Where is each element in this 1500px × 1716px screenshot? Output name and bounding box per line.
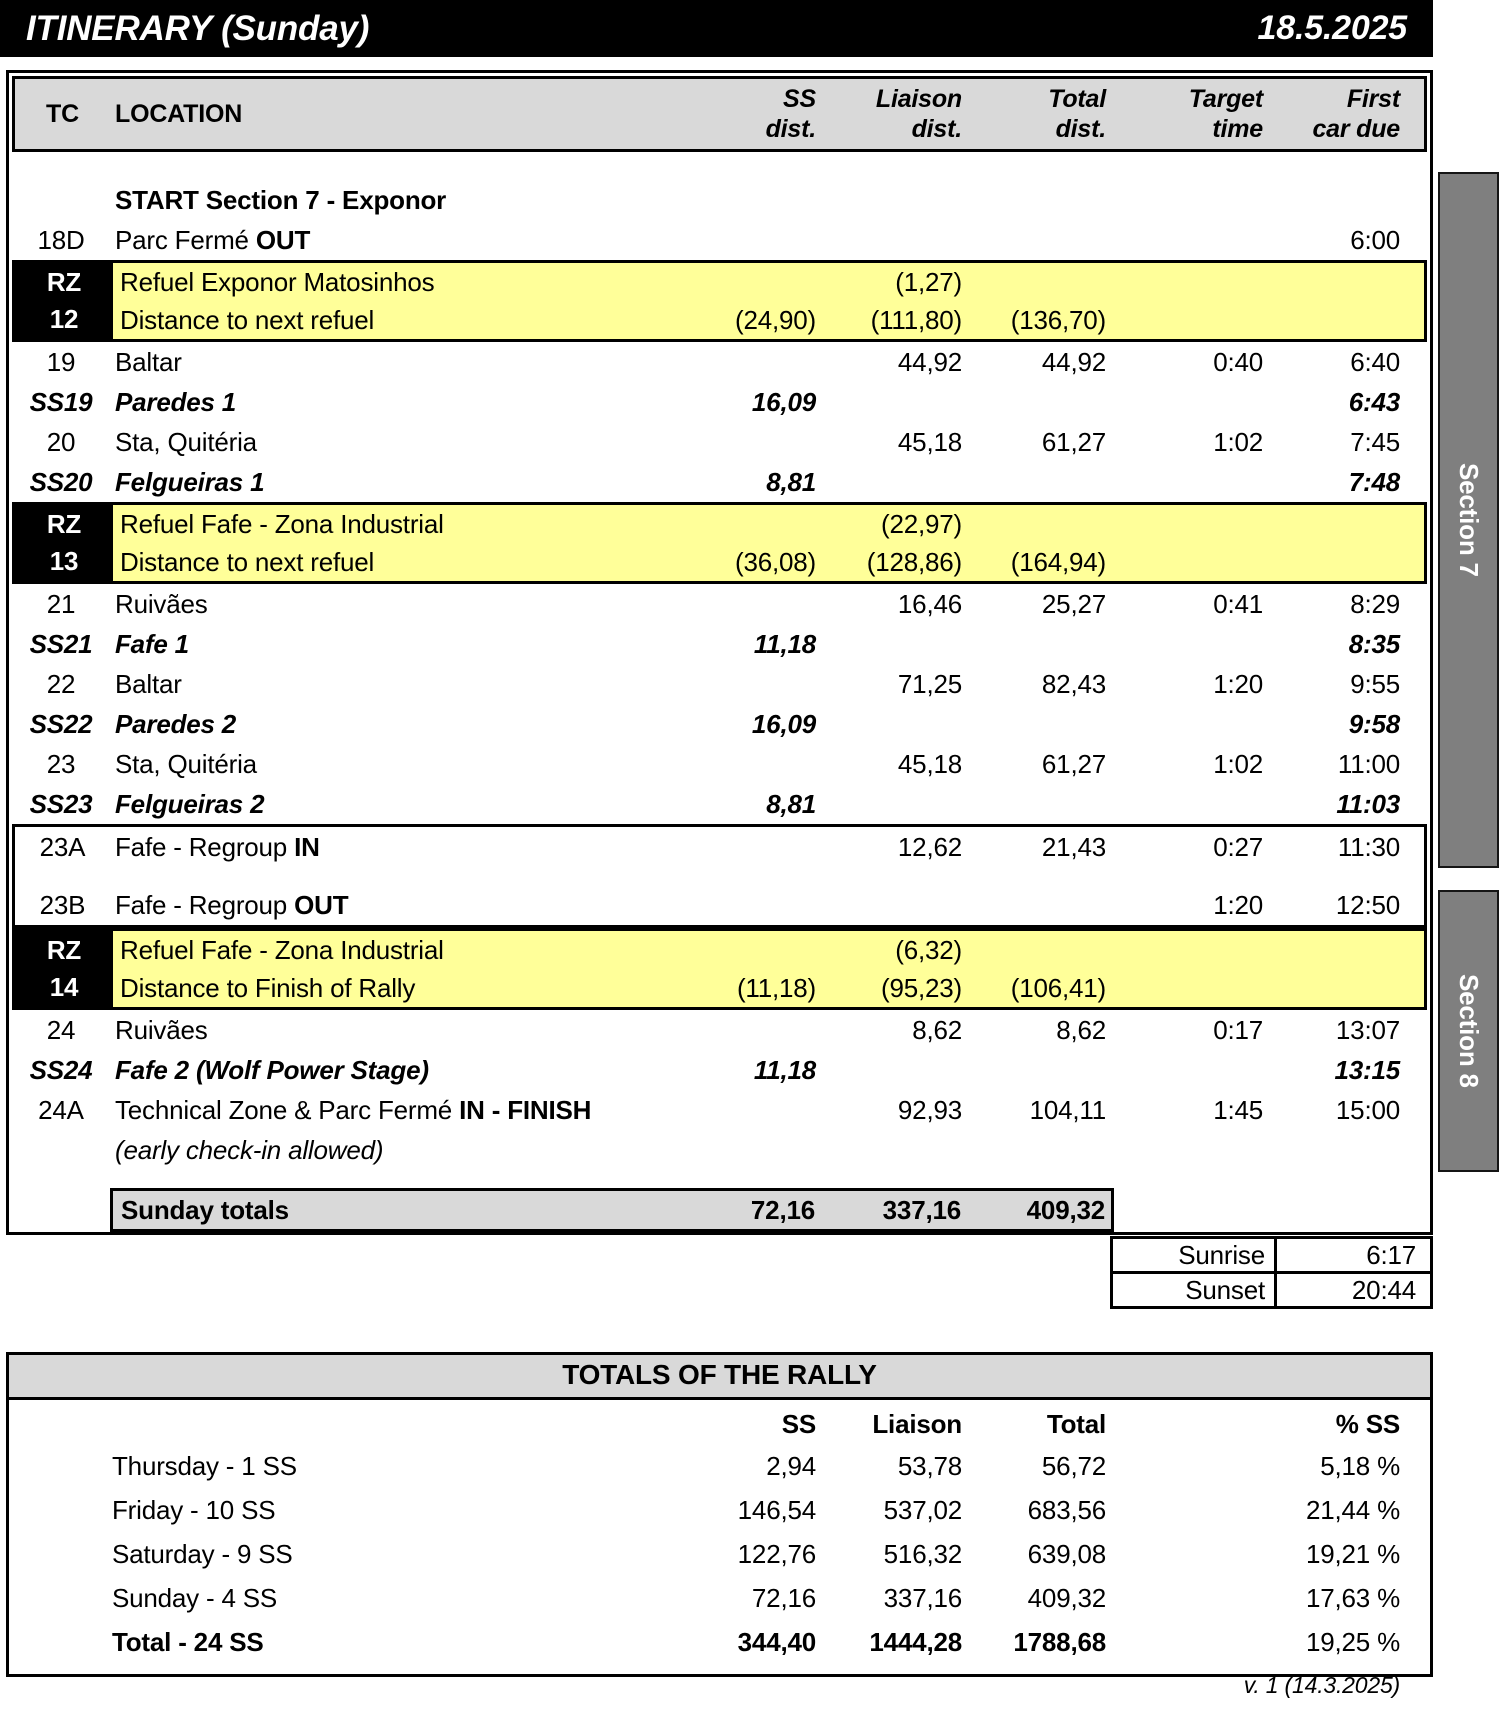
tc-row-20-liaison-dist: 45,18 xyxy=(897,426,962,457)
note-row-location xyxy=(110,1135,676,1166)
stage-row-ss21-first-car-due: 8:35 xyxy=(1348,628,1400,659)
rally-totals-row-ss: 122,76 xyxy=(737,1538,816,1569)
stage-row-ss20-location-text: Felgueiras 1 xyxy=(115,466,265,497)
stage-row-ss22-ss-dist: 16,09 xyxy=(751,708,816,739)
refuel-12-line2-total-dist: (136,70) xyxy=(1010,304,1106,335)
refuel-lines-14 xyxy=(113,931,1424,1007)
col-header-tc: TC xyxy=(46,99,79,128)
rally-totals-row-1 xyxy=(9,1488,1430,1532)
tc-row-23b-location-text: Fafe - Regroup xyxy=(115,889,288,920)
stage-row-ss20-ss-dist: 8,81 xyxy=(766,466,816,497)
rally-totals-row-label: Friday - 10 SS xyxy=(112,1494,276,1525)
stage-row-ss23-location xyxy=(110,789,676,820)
col-header-total-dist xyxy=(962,84,1106,144)
refuel-tc-cell-14 xyxy=(15,931,113,1007)
tc-row-23b xyxy=(15,885,1424,925)
tc-row-24a xyxy=(12,1090,1427,1130)
tc-row-23-location xyxy=(110,749,676,780)
tc-row-22 xyxy=(12,664,1427,704)
rally-totals-row-label: Sunday - 4 SS xyxy=(112,1582,278,1613)
refuel-12-line2-ss-dist: (24,90) xyxy=(735,304,816,335)
tc-row-21-total-dist: 25,27 xyxy=(1041,588,1106,619)
rally-totals-row-ss: 72,16 xyxy=(751,1582,816,1613)
pre-totals-gap xyxy=(9,1170,1430,1188)
refuel-14-line2-ss-dist: (11,18) xyxy=(736,972,816,1003)
tc-row-23b-location-bold-text: OUT xyxy=(294,889,349,920)
tc-row-24-location xyxy=(110,1015,676,1046)
col-header-liaison-line2: dist. xyxy=(911,115,962,143)
sunday-totals-liaison: 337,16 xyxy=(882,1194,961,1225)
section-7-label: Section 7 xyxy=(1454,463,1484,577)
tc-row-18d-tc: 18D xyxy=(37,224,85,255)
tc-row-21-liaison-dist: 16,46 xyxy=(897,588,962,619)
stage-row-ss23 xyxy=(12,784,1427,824)
tc-row-22-location xyxy=(110,669,676,700)
tc-row-19-first-car-due: 6:40 xyxy=(1350,346,1400,377)
tc-row-21-tc: 21 xyxy=(46,588,76,619)
col-header-total-line2: dist. xyxy=(1055,115,1106,143)
refuel-number: 12 xyxy=(49,304,79,334)
sunset-label: Sunset xyxy=(1113,1274,1277,1306)
stage-row-ss23-first-car-due: 11:03 xyxy=(1336,788,1400,819)
tc-row-22-first-car-due: 9:55 xyxy=(1350,668,1400,699)
tc-row-24a-liaison-dist: 92,93 xyxy=(897,1094,962,1125)
tc-row-20-target-time: 1:02 xyxy=(1213,426,1263,457)
tc-row-23a-first-car-due: 11:30 xyxy=(1337,831,1400,862)
tc-row-23a-liaison-dist: 12,62 xyxy=(897,831,962,862)
tc-row-24-liaison-dist: 8,62 xyxy=(912,1014,962,1045)
rally-totals-title: TOTALS OF THE RALLY xyxy=(9,1355,1430,1400)
header-gap xyxy=(9,152,1430,180)
regroup-box xyxy=(12,824,1427,928)
refuel-13-line2 xyxy=(113,543,1424,581)
tc-row-23a-target-time: 0:27 xyxy=(1213,831,1263,862)
page-title: ITINERARY (Sunday) xyxy=(26,8,370,48)
stage-row-ss20-tc: SS20 xyxy=(29,466,93,497)
rally-totals-row-liaison: 1444,28 xyxy=(869,1626,962,1657)
tc-row-23-liaison-dist: 45,18 xyxy=(897,748,962,779)
tc-row-23-total-dist: 61,27 xyxy=(1041,748,1106,779)
refuel-14-line2-total-dist: (106,41) xyxy=(1010,972,1106,1003)
tc-row-23a-location-bold-text: IN xyxy=(294,831,320,862)
tc-row-21-target-time: 0:41 xyxy=(1213,588,1263,619)
rally-totals-header-liaison: Liaison xyxy=(872,1408,962,1439)
rally-totals-row-total: 409,32 xyxy=(1027,1582,1106,1613)
tc-row-23b-first-car-due: 12:50 xyxy=(1335,889,1400,920)
refuel-block-14 xyxy=(12,928,1427,1010)
col-header-liaison-line1: Liaison xyxy=(875,85,962,113)
refuel-13-line1-label: Refuel Fafe - Zona Industrial xyxy=(120,508,444,539)
note-row xyxy=(12,1130,1427,1170)
stage-row-ss20-location xyxy=(110,467,676,498)
tc-row-19-location xyxy=(110,347,676,378)
stage-row-ss19-location-text: Paredes 1 xyxy=(115,386,237,417)
refuel-13-line1 xyxy=(113,505,1424,543)
refuel-14-line1-label: Refuel Fafe - Zona Industrial xyxy=(120,934,444,965)
itinerary-table xyxy=(6,70,1433,1235)
rally-totals-row-liaison: 537,02 xyxy=(883,1494,962,1525)
refuel-tc-cell-13 xyxy=(15,505,113,581)
rally-totals-row-label: Total - 24 SS xyxy=(112,1626,264,1657)
rally-totals-row-ss: 146,54 xyxy=(737,1494,816,1525)
refuel-rz-label: RZ xyxy=(46,509,82,539)
sunday-totals-total: 409,32 xyxy=(1026,1194,1105,1225)
title-bar xyxy=(0,0,1433,57)
note-row-location-text: (early check-in allowed) xyxy=(115,1134,384,1165)
rally-totals-header-pct: % SS xyxy=(1335,1408,1400,1439)
tc-row-24a-location-text: Technical Zone & Parc Fermé xyxy=(115,1094,453,1125)
tc-row-23b-tc: 23B xyxy=(39,889,86,920)
stage-row-ss23-ss-dist: 8,81 xyxy=(766,788,816,819)
col-header-first-car-due xyxy=(1263,84,1400,144)
tc-row-20-location xyxy=(110,427,676,458)
tc-row-19-total-dist: 44,92 xyxy=(1041,346,1106,377)
tc-row-24-total-dist: 8,62 xyxy=(1056,1014,1106,1045)
tc-row-23 xyxy=(12,744,1427,784)
rally-totals-row-2 xyxy=(9,1532,1430,1576)
tc-row-24a-tc: 24A xyxy=(38,1094,84,1125)
tc-row-23-tc: 23 xyxy=(46,748,76,779)
tc-row-21-first-car-due: 8:29 xyxy=(1350,588,1400,619)
section-start-row-location-text: START Section 7 - Exponor xyxy=(115,184,447,215)
tc-row-24-tc: 24 xyxy=(46,1014,76,1045)
refuel-13-line2-label: Distance to next refuel xyxy=(120,546,375,577)
refuel-block-12 xyxy=(12,260,1427,342)
rally-totals-row-ss: 2,94 xyxy=(766,1450,816,1481)
tc-row-23a xyxy=(15,827,1424,867)
tc-row-19-location-text: Baltar xyxy=(115,346,182,377)
stage-row-ss24-first-car-due: 13:15 xyxy=(1334,1054,1400,1085)
section-start-row-location xyxy=(110,185,676,216)
tc-row-19-liaison-dist: 44,92 xyxy=(897,346,962,377)
col-header-target-time xyxy=(1106,84,1263,144)
col-header-ss-line2: dist. xyxy=(765,115,816,143)
col-header-first-line2: car due xyxy=(1312,115,1400,143)
sun-times-table xyxy=(1110,1236,1433,1309)
tc-row-23a-tc: 23A xyxy=(39,831,86,862)
refuel-13-line2-liaison-dist: (128,86) xyxy=(866,546,962,577)
tc-row-19-tc: 19 xyxy=(46,346,76,377)
rally-totals-row-pct: 5,18 % xyxy=(1320,1450,1400,1481)
tc-row-18d-location xyxy=(110,225,676,256)
col-header-first-line1: First xyxy=(1346,85,1400,113)
regroup-gap xyxy=(15,867,1424,885)
col-header-location: LOCATION xyxy=(115,99,243,128)
stage-row-ss21-location xyxy=(110,629,676,660)
tc-row-23-first-car-due: 11:00 xyxy=(1337,748,1400,779)
rally-totals-header-ss: SS xyxy=(781,1408,816,1439)
rally-totals-header-row xyxy=(9,1404,1430,1444)
refuel-12-line1-liaison-dist: (1,27) xyxy=(895,266,962,297)
col-header-ss-dist xyxy=(676,84,816,144)
col-header-total-line1: Total xyxy=(1048,85,1106,113)
tc-row-21 xyxy=(12,584,1427,624)
sunrise-label: Sunrise xyxy=(1113,1239,1277,1271)
rally-totals-row-3 xyxy=(9,1576,1430,1620)
rally-totals-row-total: 683,56 xyxy=(1027,1494,1106,1525)
tc-row-23-location-text: Sta, Quitéria xyxy=(115,748,257,779)
stage-row-ss21-location-text: Fafe 1 xyxy=(115,628,189,659)
rally-totals-row-liaison: 53,78 xyxy=(897,1450,962,1481)
tc-row-18d-location-text: Parc Fermé xyxy=(115,224,249,255)
tc-row-21-location xyxy=(110,589,676,620)
refuel-14-line2-label: Distance to Finish of Rally xyxy=(120,972,416,1003)
stage-row-ss22-tc: SS22 xyxy=(29,708,93,739)
stage-row-ss22-first-car-due: 9:58 xyxy=(1348,708,1400,739)
tc-row-23b-location xyxy=(110,890,676,921)
rally-totals-rows xyxy=(9,1444,1430,1664)
stage-row-ss19-ss-dist: 16,09 xyxy=(751,386,816,417)
stage-row-ss22-location xyxy=(110,709,676,740)
refuel-12-line1-label: Refuel Exponor Matosinhos xyxy=(120,266,435,297)
refuel-12-line2 xyxy=(113,301,1424,339)
tc-row-24a-location xyxy=(110,1095,676,1126)
sunrise-row xyxy=(1110,1236,1433,1274)
rally-totals-table xyxy=(6,1352,1433,1677)
stage-row-ss24 xyxy=(12,1050,1427,1090)
rally-totals-row-total: 1788,68 xyxy=(1013,1626,1106,1657)
stage-row-ss20-first-car-due: 7:48 xyxy=(1348,466,1400,497)
stage-row-ss22 xyxy=(12,704,1427,744)
sunday-totals-label: Sunday totals xyxy=(121,1194,289,1225)
stage-row-ss19 xyxy=(12,382,1427,422)
rally-totals-row-total: 639,08 xyxy=(1027,1538,1106,1569)
tc-row-18d xyxy=(12,220,1427,260)
tc-row-20-first-car-due: 7:45 xyxy=(1350,426,1400,457)
sunrise-time: 6:17 xyxy=(1366,1239,1416,1270)
rally-totals-row-pct: 19,25 % xyxy=(1305,1626,1400,1657)
stage-row-ss24-location-text: Fafe 2 (Wolf Power Stage) xyxy=(115,1054,429,1085)
tc-row-24a-total-dist: 104,11 xyxy=(1029,1094,1106,1125)
tc-row-23-target-time: 1:02 xyxy=(1213,748,1263,779)
rally-totals-row-pct: 21,44 % xyxy=(1305,1494,1400,1525)
tc-row-23a-location-text: Fafe - Regroup xyxy=(115,831,288,862)
sunday-totals-row xyxy=(110,1188,1114,1232)
tc-row-18d-location-bold-text: OUT xyxy=(255,224,311,255)
refuel-number: 14 xyxy=(49,972,79,1002)
rally-totals-row-pct: 17,63 % xyxy=(1305,1582,1400,1613)
col-header-target-line2: time xyxy=(1212,115,1263,143)
itinerary-rows xyxy=(9,180,1430,1170)
rally-totals-row-4 xyxy=(9,1620,1430,1664)
stage-row-ss23-tc: SS23 xyxy=(29,788,93,819)
itinerary-header-row xyxy=(12,76,1427,152)
tc-row-20-tc: 20 xyxy=(46,426,76,457)
stage-row-ss19-location xyxy=(110,387,676,418)
refuel-lines-13 xyxy=(113,505,1424,581)
col-header-ss-line1: SS xyxy=(783,85,816,113)
tc-row-24a-location-bold-text: IN - FINISH xyxy=(459,1094,592,1125)
rally-totals-row-ss: 344,40 xyxy=(737,1626,816,1657)
refuel-number: 13 xyxy=(49,546,79,576)
refuel-12-line2-liaison-dist: (111,80) xyxy=(870,304,962,335)
stage-row-ss21-tc: SS21 xyxy=(29,628,93,659)
rally-totals-header-total: Total xyxy=(1046,1408,1106,1439)
section-start-row xyxy=(12,180,1427,220)
stage-row-ss21 xyxy=(12,624,1427,664)
tc-row-24a-first-car-due: 15:00 xyxy=(1335,1094,1400,1125)
rally-totals-row-label: Thursday - 1 SS xyxy=(112,1450,297,1481)
stage-row-ss19-first-car-due: 6:43 xyxy=(1348,386,1400,417)
tc-row-18d-first-car-due: 6:00 xyxy=(1350,224,1400,255)
tc-row-24-location-text: Ruivães xyxy=(115,1014,208,1045)
sunday-totals-ss: 72,16 xyxy=(750,1194,815,1225)
stage-row-ss24-ss-dist: 11,18 xyxy=(753,1054,816,1085)
tc-row-20 xyxy=(12,422,1427,462)
col-header-liaison-dist xyxy=(816,84,962,144)
rally-totals-row-pct: 19,21 % xyxy=(1305,1538,1400,1569)
tc-row-23b-target-time: 1:20 xyxy=(1213,889,1263,920)
tc-row-24 xyxy=(12,1010,1427,1050)
stage-row-ss19-tc: SS19 xyxy=(29,386,93,417)
refuel-14-line1-liaison-dist: (6,32) xyxy=(895,934,962,965)
tc-row-20-location-text: Sta, Quitéria xyxy=(115,426,257,457)
rally-totals-row-total: 56,72 xyxy=(1041,1450,1106,1481)
tc-row-22-total-dist: 82,43 xyxy=(1041,668,1106,699)
rally-totals-row-0 xyxy=(9,1444,1430,1488)
refuel-lines-12 xyxy=(113,263,1424,339)
rally-totals-row-liaison: 337,16 xyxy=(883,1582,962,1613)
refuel-tc-cell-12 xyxy=(15,263,113,339)
refuel-block-13 xyxy=(12,502,1427,584)
tc-row-20-total-dist: 61,27 xyxy=(1041,426,1106,457)
tc-row-22-tc: 22 xyxy=(46,668,76,699)
section-7-bar xyxy=(1438,172,1499,868)
stage-row-ss21-ss-dist: 11,18 xyxy=(753,628,816,659)
refuel-13-line2-total-dist: (164,94) xyxy=(1010,546,1106,577)
refuel-rz-label: RZ xyxy=(46,935,82,965)
tc-row-21-location-text: Ruivães xyxy=(115,588,208,619)
page-date: 18.5.2025 xyxy=(1257,9,1407,47)
sunset-row xyxy=(1110,1271,1433,1309)
stage-row-ss22-location-text: Paredes 2 xyxy=(115,708,237,739)
stage-row-ss24-tc: SS24 xyxy=(29,1054,93,1085)
section-8-label: Section 8 xyxy=(1454,974,1484,1088)
section-8-bar xyxy=(1438,890,1499,1172)
stage-row-ss23-location-text: Felgueiras 2 xyxy=(115,788,265,819)
tc-row-22-location-text: Baltar xyxy=(115,668,182,699)
tc-row-23a-total-dist: 21,43 xyxy=(1041,831,1106,862)
refuel-14-line2-liaison-dist: (95,23) xyxy=(881,972,962,1003)
tc-row-19-target-time: 0:40 xyxy=(1213,346,1263,377)
tc-row-24-target-time: 0:17 xyxy=(1213,1014,1263,1045)
refuel-rz-label: RZ xyxy=(46,267,82,297)
tc-row-19 xyxy=(12,342,1427,382)
sunset-time: 20:44 xyxy=(1351,1274,1416,1305)
refuel-12-line2-label: Distance to next refuel xyxy=(120,304,375,335)
refuel-14-line1 xyxy=(113,931,1424,969)
col-header-target-line1: Target xyxy=(1188,85,1263,113)
tc-row-24a-target-time: 1:45 xyxy=(1213,1094,1263,1125)
stage-row-ss24-location xyxy=(110,1055,676,1086)
rally-totals-row-liaison: 516,32 xyxy=(883,1538,962,1569)
version-note: v. 1 (14.3.2025) xyxy=(1243,1672,1400,1698)
tc-row-23a-location xyxy=(110,832,676,863)
stage-row-ss20 xyxy=(12,462,1427,502)
refuel-13-line1-liaison-dist: (22,97) xyxy=(881,508,962,539)
rally-totals-row-label: Saturday - 9 SS xyxy=(112,1538,293,1569)
refuel-12-line1 xyxy=(113,263,1424,301)
refuel-14-line2 xyxy=(113,969,1424,1007)
tc-row-24-first-car-due: 13:07 xyxy=(1335,1014,1400,1045)
tc-row-22-target-time: 1:20 xyxy=(1213,668,1263,699)
tc-row-22-liaison-dist: 71,25 xyxy=(897,668,962,699)
refuel-13-line2-ss-dist: (36,08) xyxy=(735,546,816,577)
